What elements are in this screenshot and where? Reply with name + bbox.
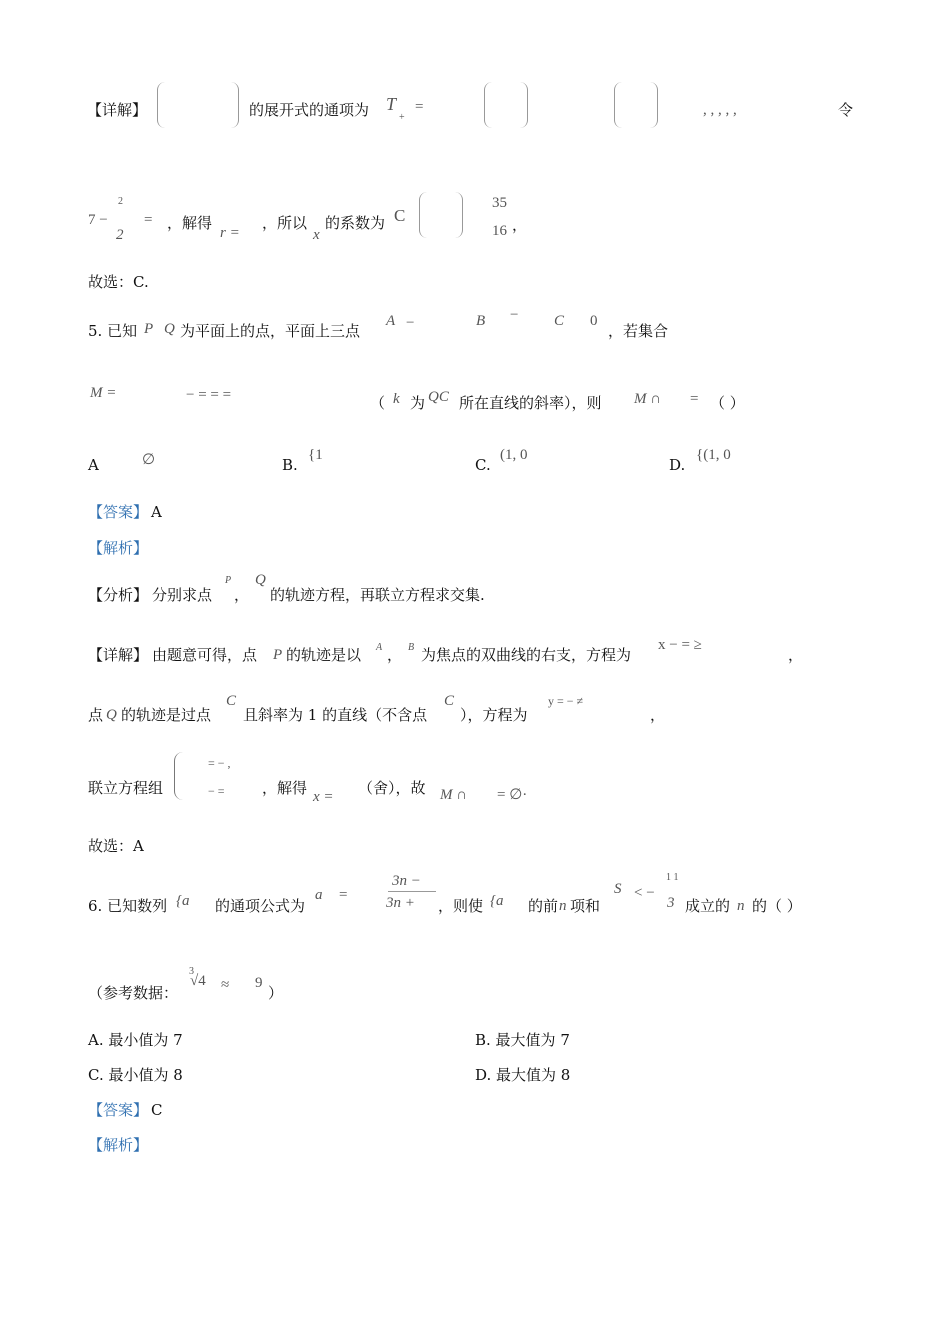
line-eq: y = − ≠ — [548, 694, 584, 708]
r-equals: r = — [220, 225, 240, 241]
q6-option-b: B. 最大值为 7 — [475, 1031, 570, 1049]
line2-expr: 7 − — [88, 212, 108, 228]
q5-stem2: 为平面上的点，平面上三点 — [180, 322, 361, 340]
q6-option-d: D. 最大值为 8 — [475, 1066, 571, 1084]
root-value: √4 — [190, 973, 206, 989]
point-b-coord: − — [510, 307, 519, 323]
detail-b: B — [408, 642, 415, 653]
q6-stem6: 成立的 — [685, 897, 731, 915]
root-index: 3 — [189, 966, 194, 977]
q6-stem3: ，则使 — [438, 897, 484, 915]
fenxi-text-a: 分别求点 — [152, 586, 213, 604]
detail-a: A — [376, 642, 383, 653]
line-q-c: C — [226, 693, 237, 709]
point-c-coord: 0 — [590, 313, 598, 329]
frac-denominator: 3n + — [386, 895, 415, 911]
a-n-equals: = — [339, 887, 348, 903]
x-variable: x — [313, 227, 320, 243]
so-text: ，所以 — [262, 214, 308, 232]
line-q-c2: C — [444, 693, 455, 709]
option-a-label: A — [88, 456, 99, 474]
solve-text: ，解得 — [167, 214, 213, 232]
fraction-bar — [388, 891, 436, 892]
fenxi-q: Q — [255, 572, 266, 588]
detail-label-2: 【详解】 — [88, 646, 149, 664]
equals-sign: = — [415, 99, 424, 115]
detail-p: P — [273, 647, 283, 663]
n-variable-1: n — [559, 898, 567, 914]
analysis-label: 【解析】 — [88, 539, 149, 557]
n-variable-2: n — [737, 898, 745, 914]
detail-text-d: 为焦点的双曲线的右支，方程为 — [421, 646, 632, 664]
system-text-b: ，解得 — [262, 779, 308, 797]
option-c-value: (1, 0 — [500, 447, 528, 463]
k-variable: k — [393, 391, 400, 407]
line-q-text-e: ， — [650, 706, 666, 724]
detail-text-e: ， — [788, 646, 804, 664]
q4-choose: 故选：C. — [88, 273, 149, 291]
q5-choose: 故选：A — [88, 837, 144, 855]
term-text: 的展开式的通项为 — [249, 101, 370, 119]
option-b-label: B. — [282, 456, 298, 474]
frac2-denominator: 3 — [667, 895, 675, 911]
m-intersect: M ∩ — [634, 391, 662, 407]
paren-3 — [419, 192, 463, 238]
brace-a: {a — [176, 893, 190, 909]
set-body: − = = = — [186, 387, 232, 403]
a-n: a — [315, 887, 323, 903]
system-x: x = — [313, 789, 334, 805]
system-m: M ∩ — [440, 787, 468, 803]
system-row-1: = − , — [208, 756, 231, 770]
option-b-value: {1 — [308, 447, 323, 463]
end-comma: ， — [512, 216, 528, 234]
approx-sign: ≈ — [221, 977, 230, 993]
q6-option-c: C. 最小值为 8 — [88, 1066, 183, 1084]
system-text-d: = ∅· — [497, 787, 528, 803]
fenxi-p: P — [225, 575, 232, 586]
frac-num: 2 — [118, 196, 123, 207]
equals-3: = — [690, 391, 699, 407]
system-brace — [174, 752, 183, 800]
let-text: 令 — [838, 101, 854, 119]
point-a: A — [386, 313, 396, 329]
point-b: B — [476, 313, 486, 329]
point-a-coord: − — [406, 315, 415, 331]
option-d-value: {(1, 0 — [696, 447, 731, 463]
frac-numerator: 3n − — [392, 873, 421, 889]
system-text-a: 联立方程组 — [88, 779, 164, 797]
system-row-2: − = — [208, 784, 225, 798]
option-c-label: C. — [475, 456, 491, 474]
ref-text-b: ） — [268, 984, 284, 1002]
q6-answer-label: 【答案】 — [88, 1101, 149, 1119]
commas-text: , , , , , — [703, 102, 737, 118]
answer-label: 【答案】 — [88, 503, 149, 521]
paren-open: （ — [370, 394, 386, 412]
option-a-value: ∅ — [142, 452, 156, 468]
hyperbola-eq: x − = ≥ — [658, 637, 702, 653]
t-symbol: T — [386, 94, 397, 114]
p-variable: P — [144, 321, 154, 337]
option-d-label: D. — [669, 456, 686, 474]
q5-stem: 5. 已知 — [88, 322, 138, 340]
frac2-numerator: 1 1 — [666, 872, 679, 883]
fenxi-label: 【分析】 — [88, 586, 149, 604]
less-than: < − — [634, 885, 655, 901]
answer-blank: （ ） — [710, 394, 745, 412]
wei-text: 为 — [410, 394, 426, 412]
c-symbol: C — [394, 206, 406, 225]
line-q-a: 点 — [88, 706, 104, 724]
q6-stem4: 的前 — [528, 897, 559, 915]
detail-text-b: 的轨迹是以 — [286, 646, 362, 664]
q6-stem7: 的（ ） — [752, 897, 802, 915]
point-c: C — [554, 313, 565, 329]
q6-stem: 6. 已知数列 — [88, 897, 168, 915]
slope-text: 所在直线的斜率），则 — [459, 394, 602, 412]
q6-analysis-label: 【解析】 — [88, 1136, 149, 1154]
binomial-paren — [157, 82, 239, 128]
t-subscript: + — [399, 112, 405, 123]
q5-stem3: ，若集合 — [608, 322, 669, 340]
fenxi-text-b: ， — [234, 586, 250, 604]
frac-den: 2 — [116, 227, 124, 243]
line-q-text-d: ），方程为 — [460, 706, 528, 724]
s-variable: S — [614, 881, 622, 897]
q6-answer-value: C — [151, 1101, 163, 1119]
line-q-text-c: 且斜率为 1 的直线（不含点 — [243, 706, 428, 724]
q6-stem5: 项和 — [570, 897, 601, 915]
system-text-c: （舍），故 — [358, 779, 426, 797]
fenxi-text-c: 的轨迹方程，再联立方程求交集. — [270, 586, 485, 604]
qc-line: QC — [428, 389, 449, 405]
q6-option-a: A. 最小值为 7 — [88, 1031, 183, 1049]
approx-value: 9 — [255, 975, 263, 991]
equals-2: = — [144, 212, 153, 228]
fraction-top: 35 — [492, 195, 507, 211]
ref-text-a: （参考数据： — [88, 984, 179, 1002]
detail-label: 【详解】 — [87, 101, 148, 119]
fraction-bottom: 16 — [492, 223, 507, 239]
brace-a-2: {a — [490, 893, 504, 909]
detail-text-a: 由题意可得，点 — [152, 646, 258, 664]
detail-text-c: ， — [387, 646, 403, 664]
paren-2 — [614, 82, 658, 128]
m-equals: M = — [90, 385, 117, 401]
q-variable: Q — [164, 321, 175, 337]
answer-value: A — [151, 503, 162, 521]
coef-text: 的系数为 — [325, 214, 386, 232]
line-q-b: 的轨迹是过点 — [121, 706, 212, 724]
paren-1 — [484, 82, 528, 128]
line-q-q: Q — [106, 707, 117, 723]
q6-stem2: 的通项公式为 — [215, 897, 306, 915]
